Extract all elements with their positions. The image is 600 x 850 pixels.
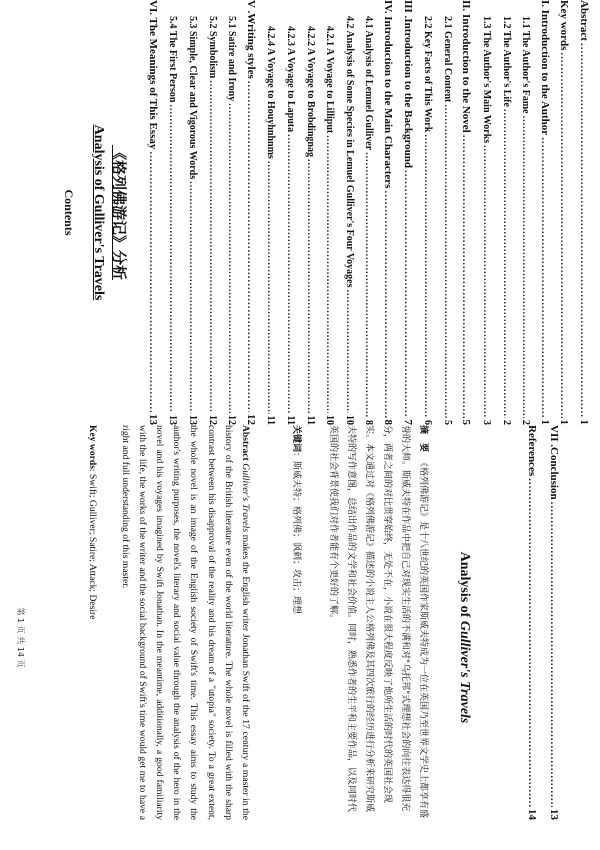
- toc-leader-dots: [265, 161, 276, 414]
- toc-entry-label: II. Introduction to the Novel: [460, 0, 473, 133]
- toc-entry-page-number: 1: [558, 419, 571, 425]
- english-abstract-tag: Abstract: [240, 425, 251, 461]
- toc-entry: [460, 0, 472, 425]
- toc-leader-dots: [324, 135, 335, 413]
- toc-entry: [382, 0, 394, 425]
- toc-entry: [324, 0, 335, 425]
- analysis-title: [456, 425, 472, 850]
- english-abstract: [116, 425, 254, 820]
- toc-entry: [147, 0, 159, 425]
- toc-entry-label: 5.3 Simple, Clear and Vigorous Words: [187, 16, 198, 180]
- toc-entry: [402, 0, 414, 425]
- toc-entry-label: VI. The Meanings of This Essay: [146, 0, 159, 150]
- toc-entry-page-number: 1: [578, 419, 590, 425]
- toc-leader-dots: [442, 104, 453, 418]
- toc-entry-label: IV. Introduction to the Main Characters: [382, 0, 394, 189]
- chinese-title: 《格列佛游记》分析: [110, 144, 126, 280]
- toc-entry-label: 4.2.2 A Voyage to Brobdingnag: [304, 26, 316, 157]
- toc-entry-page-number: 13: [167, 415, 179, 425]
- toc-leader-dots: [548, 502, 560, 807]
- toc-entry-page-number: 11: [304, 415, 316, 425]
- toc-entry-page-number: 8: [382, 419, 394, 425]
- analysis-title-prefix: Analysis of: [457, 551, 472, 621]
- toc-leader-dots: [422, 134, 433, 418]
- toc-entry: [226, 0, 237, 425]
- toc-entry: [167, 0, 178, 425]
- toc-leader-dots: [460, 135, 472, 418]
- toc-leader-dots: [226, 103, 237, 413]
- toc-entry-page-number: 7: [401, 419, 414, 425]
- toc-entry-label: III .Introduction to the Background: [401, 0, 414, 168]
- chinese-keywords-tag: 关键词: [291, 425, 301, 453]
- toc-entry-page-number: 5: [460, 419, 473, 425]
- toc-entry-label: 4.2 Analysis of Some Species in Lemuel Gulliver's Four Voyages: [343, 16, 355, 288]
- toc-entry-page-number: 12: [244, 414, 257, 425]
- toc-leader-dots: [285, 134, 296, 413]
- english-title: Analysis of Gulliver's Travels: [91, 124, 106, 301]
- toc-entry-label: Abstract: [578, 0, 590, 41]
- toc-entry: [187, 0, 198, 425]
- toc-entry-label: 4.1 Analysis of Lemuel Gulliver: [363, 16, 375, 151]
- toc-entry: [363, 0, 374, 425]
- toc-entry-page-number: 13: [146, 414, 159, 425]
- toc-entry: [558, 0, 570, 425]
- toc-entry-page-number: 6: [422, 420, 434, 425]
- toc-entry: [442, 0, 453, 425]
- english-keywords-tag: Key words: [87, 425, 98, 469]
- toc-entry-label: 5.1 Satire and Irony: [226, 16, 238, 102]
- toc-entry-page-number: 10: [324, 415, 336, 425]
- toc-leader-dots: [167, 104, 178, 413]
- toc-entry-page-number: 2: [500, 420, 512, 425]
- toc-leader-dots: [245, 81, 257, 412]
- toc-leader-dots: [520, 116, 531, 418]
- toc-entry-label: References: [526, 425, 538, 477]
- toc-entry: [207, 0, 218, 425]
- toc-entry: [578, 0, 590, 425]
- toc-entry-page-number: 10: [343, 415, 355, 425]
- chinese-abstract: [324, 425, 432, 820]
- toc-entry: [305, 0, 316, 425]
- toc-entry: [539, 0, 551, 425]
- toc-entry-label: Key words: [558, 0, 571, 51]
- chinese-abstract-tag: 摘 要: [418, 425, 428, 453]
- toc-leader-dots: [305, 159, 316, 414]
- toc-entry-page-number: 12: [226, 415, 238, 425]
- toc-entry-page-number: 11: [285, 415, 296, 425]
- chinese-abstract-text: 《格列佛游记》是十八世纪的英国作家斯威夫特成为一位在英国乃至世界文学史上都享有盛誉的大师。斯威夫特在作品中把自己对现实生活的不满和对"乌托邦"式理想社会的向往表达得很充分，两者之间的对比贯穿始终，无处不在，小说在很大程度反映了他所生活的时代的英国社会现实。本文通过对《格列佛游记》描述的小说主人公格列佛及其四次旅行的经历进行分析来研究斯威夫特的写作意图，总结出作品的文学和社会价值。同时，熟悉作者的生平和主要作品，以及同时代英国的社会背景使我们对作者能有个更好的了解。: [328, 425, 428, 819]
- toc-leader-dots: [382, 190, 394, 417]
- toc-entry-page-number: 11: [265, 415, 277, 425]
- toc-entry-page-number: 12: [206, 415, 218, 425]
- toc-entry-page-number: 13: [187, 415, 198, 425]
- toc-leader-dots: [344, 290, 355, 414]
- toc-entry-label: 4.2.3 A Voyage to Laputa: [285, 26, 296, 133]
- toc-entry-label: 1.3 The Author's Main Works: [481, 16, 492, 144]
- toc-leader-dots: [526, 478, 538, 807]
- toc-entry-label: 4.2.4 A Voyage to Houyhnhnms: [265, 26, 277, 159]
- chinese-keywords-text: ：斯威夫特；格列佛；讽刺；攻击；理想: [291, 452, 301, 615]
- toc-leader-dots: [207, 80, 218, 413]
- toc-entry-label: I. Introduction to the Author: [538, 0, 551, 136]
- english-keywords: [87, 425, 98, 820]
- toc-entry-page-number: 8: [363, 420, 375, 425]
- toc-entry-label: 5.4 The First Person: [167, 16, 179, 103]
- toc-entry: [422, 0, 433, 425]
- toc-entry: [481, 0, 492, 425]
- contents-heading: Contents: [62, 189, 76, 236]
- toc-entry-label: 5.2 Symbolism: [206, 16, 218, 79]
- analysis-title-book: Gulliver's Travels: [457, 620, 472, 724]
- toc-leader-dots: [363, 152, 374, 418]
- toc-leader-dots: [147, 151, 159, 412]
- toc-entry: [344, 0, 355, 425]
- toc-entry-label: VII .Conclusion: [548, 425, 560, 500]
- english-keywords-text: : Swift; Gulliver; Satire; Attack; Desire: [87, 468, 98, 620]
- toc-entry: [245, 0, 257, 425]
- toc-leader-dots: [558, 52, 570, 417]
- toc-entry: [285, 0, 296, 425]
- toc-entry-page-number: 2: [520, 420, 532, 425]
- toc-entry-page-number: 13: [548, 809, 560, 820]
- toc-entry-label: 2.1 General Content: [441, 16, 453, 103]
- toc-entry: [501, 0, 512, 425]
- toc-leader-dots: [187, 181, 198, 413]
- abstract-page: [0, 425, 600, 850]
- chinese-keywords: [291, 425, 304, 820]
- toc-leader-dots: [578, 43, 590, 418]
- toc-leader-dots: [481, 145, 492, 418]
- english-abstract-book-title: Gulliver's Travels: [240, 463, 251, 533]
- toc-entry-label: 2.2 Key Facts of This Work: [422, 16, 434, 133]
- toc-entry-label: 1.2 The Author's Life: [500, 16, 512, 107]
- page-footer: 第 1 页 共 14 页: [16, 607, 25, 668]
- toc-entry-page-number: 14: [526, 809, 538, 820]
- toc-entry: [265, 0, 276, 425]
- toc-entry-page-number: 5: [441, 420, 453, 425]
- toc-entry-label: 4.2.1 A Voyage to Lilliput: [324, 26, 336, 134]
- toc-entry-page-number: 1: [538, 419, 551, 425]
- toc-entry-label: 1.1 The Author's Fame: [520, 16, 532, 114]
- toc-entry-label: V .Writing styles: [244, 0, 257, 79]
- toc-entry-page-number: 3: [481, 420, 492, 425]
- toc-leader-dots: [539, 137, 551, 417]
- english-abstract-text: makes the English writer Jonathan Swift of the 17 century a master in the history of the British literature even of the world literature. The whole novel is filled with the sharp contrast between his disapproval of the reality and his dream of a "utopia" society. To a great extent, the whole novel is an image of the English society of Swift's time. This essay aims to study the author's writing purposes, the novel's literary and social value through the analysis of the hero in the novel and his voyages imagined by Swift Jonathan. In the meantime, additionally, a good familiarity with the life, the works of the writer and the social background of Swift's time would get me to have a right and full understanding of this master.: [119, 425, 251, 820]
- toc-entry: [520, 0, 531, 425]
- toc-leader-dots: [402, 170, 414, 418]
- toc-entry: [526, 425, 538, 820]
- toc-leader-dots: [501, 109, 512, 418]
- toc-entry: [548, 425, 560, 820]
